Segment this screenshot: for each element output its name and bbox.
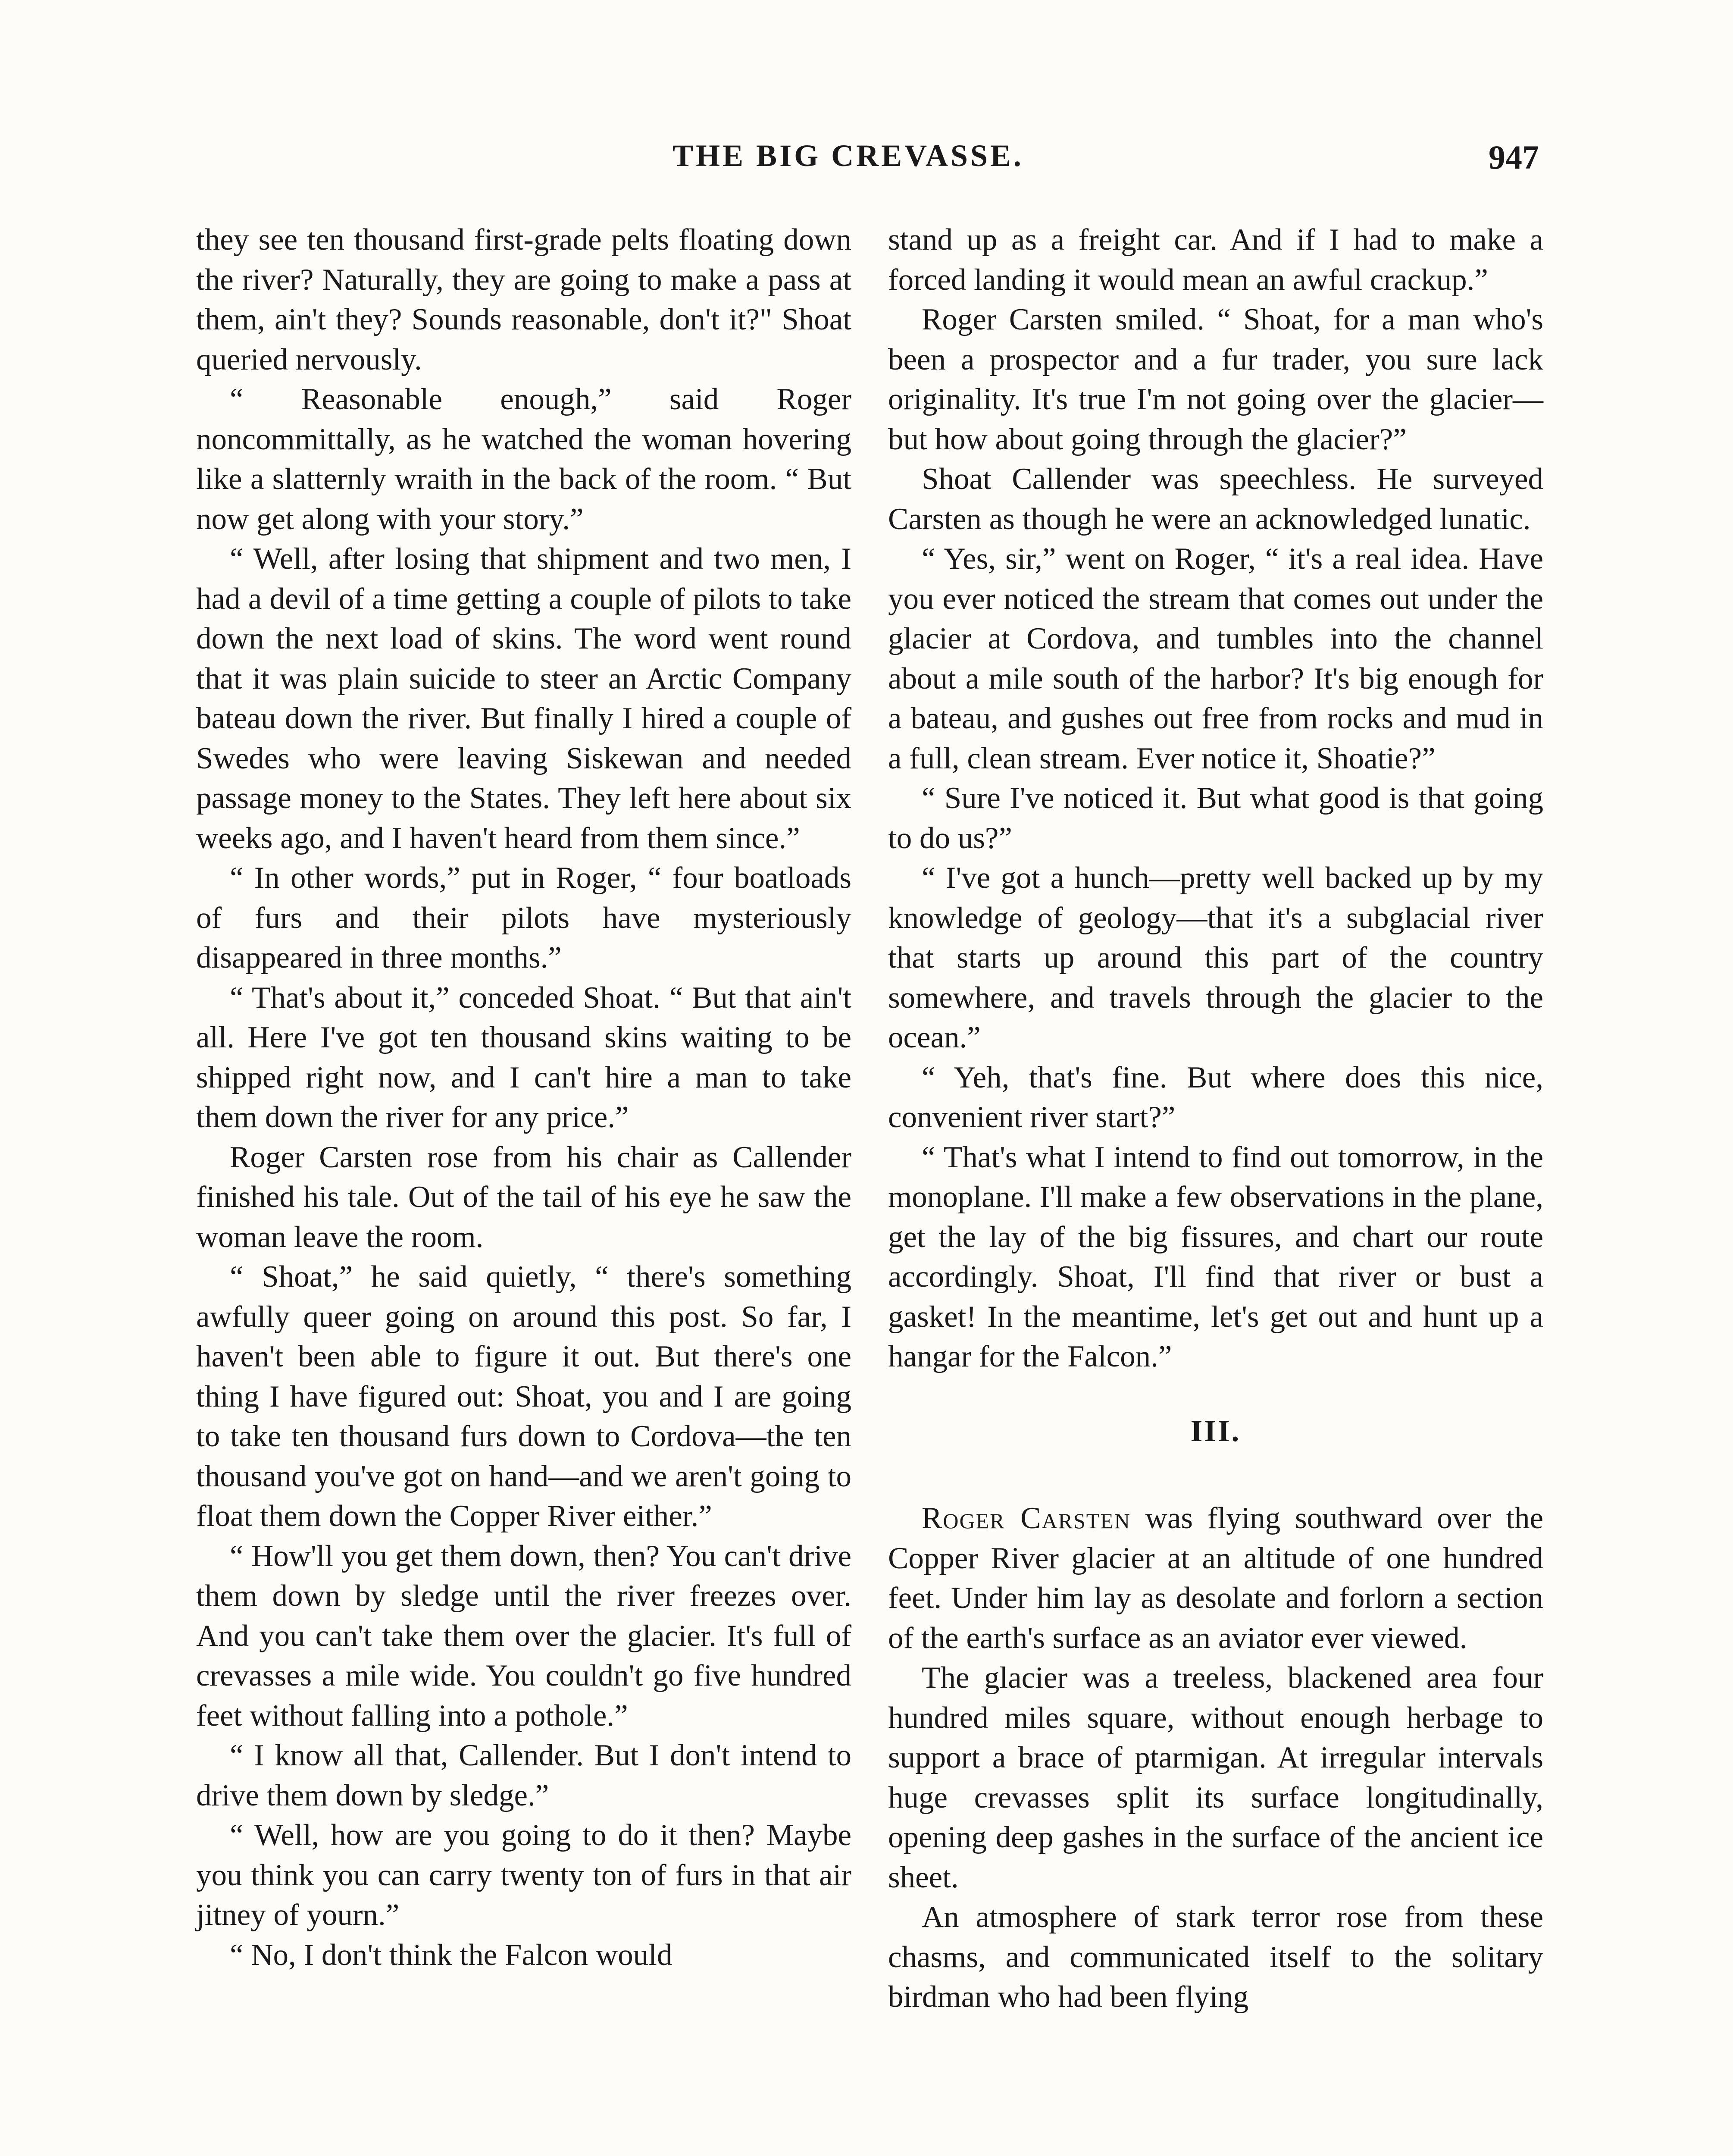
running-title: THE BIG CREVASSE. — [673, 138, 1024, 173]
paragraph: “ Reasonable enough,” said Roger noncommittally, as he watched the woman hovering like a slatternly wraith in the back of the room. “ But now get along with your story.” — [196, 382, 851, 536]
paragraph: The glacier was a treeless, blackened area four hundred miles square, without enough herbage to support a brace of ptarmigan. At irregular intervals huge crevasses split its surface longitudinally, opening deep gashes in the surface of the ancient ice sheet. — [888, 1661, 1543, 1894]
paragraph: Roger Carsten smiled. “ Shoat, for a man who's been a prospector and a fur trader, you sure lack originality. It's true I'm not going over the glacier—but how about going through the glacier?” — [888, 303, 1543, 456]
paragraph-text: was flying southward over the Copper River glacier at an altitude of one hundred feet. Under him lay as desolate and forlorn a section of the earth's surface as an aviator ever viewed. — [888, 1501, 1543, 1655]
paragraph: “ I know all that, Callender. But I don't intend to drive them down by sledge.” — [196, 1739, 851, 1812]
paragraph: “ In other words,” put in Roger, “ four boatloads of furs and their pilots have mysteriously disappeared in three months.” — [196, 861, 851, 975]
paragraph: “ No, I don't think the Falcon would — [230, 1938, 673, 1972]
page-header — [0, 138, 1733, 190]
paragraph: “ Yeh, that's fine. But where does this nice, convenient river start?” — [888, 1060, 1543, 1134]
paragraph: they see ten thousand first-grade pelts floating down the river? Naturally, they are going to make a pass at them, ain't they? Sounds reasonable, don't it?" Shoat queried nervously. — [196, 223, 851, 376]
paragraph: “ Sure I've noticed it. But what good is that going to do us?” — [888, 781, 1543, 855]
paragraph: “ That's what I intend to find out tomorrow, in the monoplane. I'll make a few observations in the plane, get the lay of the big fissures, and chart our route accordingly. Shoat, I'll find that river or bust a gasket! In the meantime, let's get out and hunt up a hangar for the Falcon.” — [888, 1140, 1543, 1373]
right-column — [888, 220, 1543, 2017]
paragraph: “ That's about it,” conceded Shoat. “ But that ain't all. Here I've got ten thousand skins waiting to be shipped right now, and I can't hire a man to take them down the river for any price.” — [196, 981, 851, 1134]
paragraph: “ Shoat,” he said quietly, “ there's something awfully queer going on around this post. So far, I haven't been able to figure it out. But there's one thing I have figured out: Shoat, you and I are going to take ten thousand furs down to Cordova—the ten thousand you've got on hand—and we aren't going to float them down the Copper River either.” — [196, 1260, 851, 1533]
paragraph: Shoat Callender was speechless. He surveyed Carsten as though he were an acknowledged lunatic. — [888, 462, 1543, 536]
paragraph: An atmosphere of stark terror rose from these chasms, and communicated itself to the solitary birdman who had been flying — [888, 1900, 1543, 2014]
paragraph: “ Well, after losing that shipment and two men, I had a devil of a time getting a couple of pilots to take down the next load of skins. The word went round that it was plain suicide to steer an Arctic Company bateau down the river. But finally I hired a couple of Swedes who were leaving Siskewan and needed passage money to the States. They left here about six weeks ago, and I haven't heard from them since.” — [196, 542, 851, 855]
paragraph: “ Yes, sir,” went on Roger, “ it's a real idea. Have you ever noticed the stream that comes out under the glacier at Cordova, and tumbles into the channel about a mile south of the harbor? It's big enough for a bateau, and gushes out free from rocks and mud in a full, clean stream. Ever notice it, Shoatie?” — [888, 542, 1543, 775]
section-lead-in: Roger Carsten — [922, 1501, 1131, 1535]
paragraph: Roger Carsten rose from his chair as Callender finished his tale. Out of the tail of his eye he saw the woman leave the room. — [196, 1140, 851, 1254]
paragraph — [888, 1498, 1543, 1658]
paragraph: stand up as a freight car. And if I had to make a forced landing it would mean an awful crackup.” — [888, 223, 1543, 297]
left-column — [196, 220, 851, 1975]
section-heading: III. — [1190, 1414, 1241, 1448]
page-number: 947 — [1489, 138, 1539, 176]
paragraph: “ I've got a hunch—pretty well backed up by my knowledge of geology—that it's a subglacial river that starts up around this part of the country somewhere, and travels through the glacier to the ocean.” — [888, 861, 1543, 1054]
paragraph: “ How'll you get them down, then? You can't drive them down by sledge until the river freezes over. And you can't take them over the glacier. It's full of crevasses a mile wide. You couldn't go five hundred feet without falling into a pothole.” — [196, 1539, 851, 1733]
paragraph: “ Well, how are you going to do it then? Maybe you think you can carry twenty ton of furs in that air jitney of yourn.” — [196, 1818, 851, 1932]
